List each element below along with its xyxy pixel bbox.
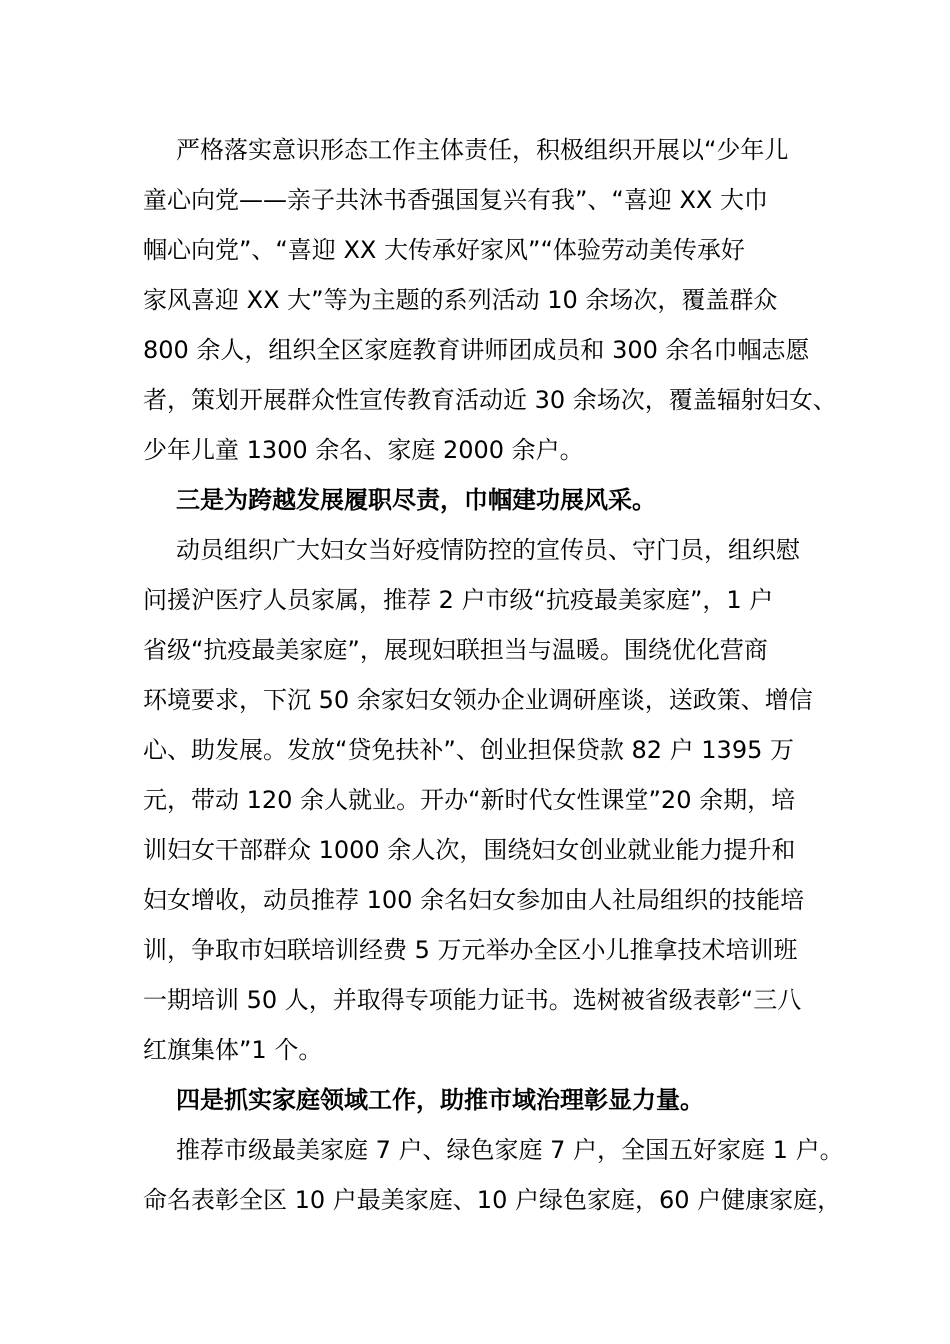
- paragraph-2-line-9: 训，争取市妇联培训经费 5 万元举办全区小儿推拿技术培训班: [143, 936, 798, 964]
- paragraph-2-line-3: 省级“抗疫最美家庭”，展现妇联担当与温暖。围绕优化营商: [143, 636, 768, 664]
- paragraph-1-line-1: 严格落实意识形态工作主体责任，积极组织开展以“少年儿: [176, 136, 789, 164]
- paragraph-2-line-7: 训妇女干部群众 1000 余人次，围绕妇女创业就业能力提升和: [143, 836, 796, 864]
- paragraph-1-line-7: 少年儿童 1300 余名、家庭 2000 余户。: [143, 436, 584, 464]
- paragraph-1-line-5: 800 余人，组织全区家庭教育讲师团成员和 300 余名巾帼志愿: [143, 336, 810, 364]
- paragraph-2-line-5: 心、助发展。发放“贷免扶补”、创业担保贷款 82 户 1395 万: [143, 736, 794, 764]
- paragraph-1-line-6: 者，策划开展群众性宣传教育活动近 30 余场次，覆盖辐射妇女、: [143, 386, 837, 414]
- paragraph-2-line-10: 一期培训 50 人，并取得专项能力证书。选树被省级表彰“三八: [143, 986, 802, 1014]
- paragraph-2-line-6: 元，带动 120 余人就业。开办“新时代女性课堂”20 余期，培: [143, 786, 796, 814]
- section-heading-3: 三是为跨越发展履职尽责，巾帼建功展风采。: [176, 486, 656, 514]
- section-heading-4: 四是抓实家庭领域工作，助推市域治理彰显力量。: [176, 1086, 704, 1114]
- paragraph-2-line-11: 红旗集体”1 个。: [143, 1036, 323, 1064]
- paragraph-3-line-1: 推荐市级最美家庭 7 户、绿色家庭 7 户，全国五好家庭 1 户。: [176, 1136, 844, 1164]
- paragraph-2-line-1: 动员组织广大妇女当好疫情防控的宣传员、守门员，组织慰: [176, 536, 800, 564]
- paragraph-2-line-8: 妇女增收，动员推荐 100 余名妇女参加由人社局组织的技能培: [143, 886, 805, 914]
- paragraph-2-line-2: 问援沪医疗人员家属，推荐 2 户市级“抗疫最美家庭”，1 户: [143, 586, 774, 614]
- paragraph-1-line-3: 帼心向党”、“喜迎 XX 大传承好家风”“体验劳动美传承好: [143, 236, 745, 264]
- paragraph-1-line-4: 家风喜迎 XX 大”等为主题的系列活动 10 余场次，覆盖群众: [143, 286, 778, 314]
- paragraph-1-line-2: 童心向党——亲子共沐书香强国复兴有我”、“喜迎 XX 大巾: [143, 186, 769, 214]
- paragraph-2-line-4: 环境要求，下沉 50 余家妇女领办企业调研座谈，送政策、增信: [143, 686, 813, 714]
- paragraph-3-line-2: 命名表彰全区 10 户最美家庭、10 户绿色家庭，60 户健康家庭，: [143, 1186, 842, 1214]
